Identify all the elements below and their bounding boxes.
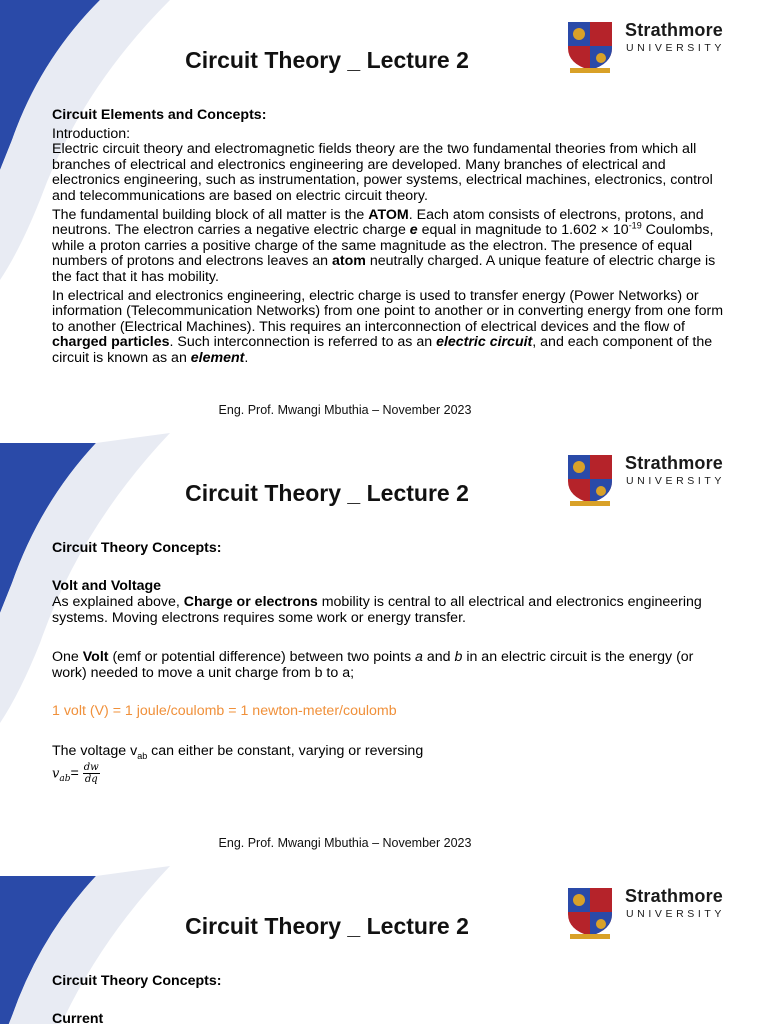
crest-icon	[564, 884, 616, 940]
paragraph: As explained above, Charge or electrons mobility is central to all electrical and electronics engineering systems. Moving electrons requires some work or energy transfer.	[52, 594, 702, 626]
slide-footer: Eng. Prof. Mwangi Mbuthia – November 2023	[218, 836, 472, 850]
slide-3	[0, 866, 768, 1024]
slide-footer: Eng. Prof. Mwangi Mbuthia – November 2023	[218, 403, 472, 417]
logo-subtitle: UNIVERSITY	[626, 475, 726, 487]
sub-heading: Current	[52, 1010, 104, 1024]
slide-title: Circuit Theory _ Lecture 2	[185, 47, 469, 73]
university-logo	[564, 884, 754, 940]
paragraph: The fundamental building block of all matter is the ATOM. Each atom consists of electrons, protons, and neutrons. The electron carries a negative electric charge e equal in magnitude to $1.602 \times 10^{-19}$ Coulombs, while a proton carries a positive charge of the same magnitude as the electron. The presence of equal numbers of protons and electrons leaves an atom neutrally charged. A unique feature of electric charge is the fact that it has mobility.	[52, 206, 716, 285]
logo-name: Strathmore	[625, 453, 724, 473]
crest-icon	[564, 18, 616, 74]
section-heading: Circuit Theory Concepts:	[52, 973, 222, 989]
paragraph: The voltage $v_{ab}$ can either be constant, varying or reversing	[52, 743, 424, 761]
slide-body	[52, 541, 732, 785]
paragraph: One Volt (emf or potential difference) between two points a and b in an electric circuit is the energy (or work) needed to move a unit charge from b to a;	[52, 649, 694, 681]
paragraph: Electric circuit theory and electromagnetic fields theory are the two fundamental theories from which all branches of electrical and electronics engineering are developed. Many branches of electrical and electronics engineering, such as instrumentation, power systems, electrical machines, electronics, control and telecommunications are based on electric circuit theory.	[52, 141, 713, 204]
intro-label: Introduction:	[52, 125, 131, 142]
crest-icon	[564, 451, 616, 507]
slide-body	[52, 974, 732, 1024]
voltage-equation: $v_{ab}=$ $\frac{dw}{dq}$	[52, 761, 99, 785]
slide-title: Circuit Theory _ Lecture 2	[185, 480, 469, 506]
university-logo	[564, 451, 754, 507]
paragraph: In electrical and electronics engineering, electric charge is used to transfer energy (Power Networks) or information (Telecommunication Networks) from one point to another or in converting energy from one form to another (Electrical Machines). This requires an interconnection of electrical devices and the flow of charged particles. Such interconnection is referred to as an electric circuit, and each component of the circuit is known as an element.	[52, 287, 724, 366]
logo-subtitle: UNIVERSITY	[626, 908, 726, 920]
slide-2	[0, 433, 768, 866]
university-logo	[564, 18, 754, 74]
section-heading: Circuit Elements and Concepts:	[52, 107, 267, 123]
logo-name: Strathmore	[625, 20, 724, 40]
logo-name: Strathmore	[625, 886, 724, 906]
slide-body	[52, 108, 732, 370]
unit-formula: 1 volt (V) = 1 joule/coulomb = 1 newton-meter/coulomb	[52, 702, 397, 719]
slide-title: Circuit Theory _ Lecture 2	[185, 913, 469, 939]
sub-heading: Volt and Voltage	[52, 577, 162, 594]
section-heading: Circuit Theory Concepts:	[52, 540, 222, 556]
slide-1	[0, 0, 768, 433]
logo-subtitle: UNIVERSITY	[626, 42, 726, 54]
